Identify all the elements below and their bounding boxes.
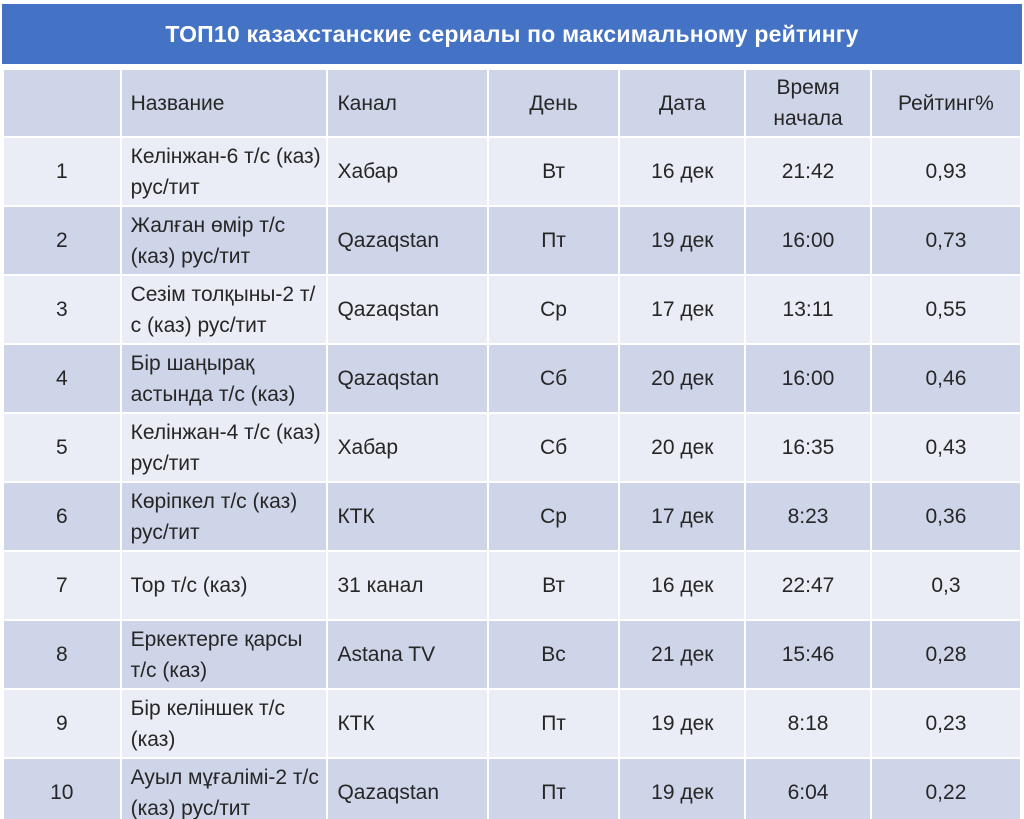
cell-channel: Qazaqstan — [328, 276, 486, 343]
cell-date: 20 дек — [620, 414, 744, 481]
cell-date: 17 дек — [620, 276, 744, 343]
header-cell-date: Дата — [620, 70, 744, 136]
table-row — [4, 621, 1020, 688]
cell-rank: 4 — [4, 345, 120, 412]
cell-rank: 2 — [4, 207, 120, 274]
cell-day: Вт — [489, 138, 619, 205]
cell-rating: 0,73 — [872, 207, 1020, 274]
table-row — [4, 138, 1020, 205]
ratings-table — [2, 68, 1022, 819]
cell-rating: 0,22 — [872, 759, 1020, 819]
cell-rating: 0,93 — [872, 138, 1020, 205]
table-row — [4, 759, 1020, 819]
table-row — [4, 690, 1020, 757]
cell-date: 17 дек — [620, 483, 744, 550]
cell-channel: Хабар — [328, 414, 486, 481]
cell-time: 16:00 — [746, 345, 870, 412]
cell-day: Ср — [489, 276, 619, 343]
cell-day: Вт — [489, 552, 619, 619]
cell-time: 22:47 — [746, 552, 870, 619]
cell-name: Еркектерге қарсы т/с (каз) — [122, 621, 327, 688]
header-cell-name: Название — [122, 70, 327, 136]
table-row — [4, 345, 1020, 412]
cell-channel: Qazaqstan — [328, 207, 486, 274]
header-cell-channel: Канал — [328, 70, 486, 136]
cell-rank: 8 — [4, 621, 120, 688]
cell-day: Пт — [489, 207, 619, 274]
cell-rating: 0,23 — [872, 690, 1020, 757]
header-cell-rating: Рейтинг% — [872, 70, 1020, 136]
cell-rank: 9 — [4, 690, 120, 757]
cell-name: Сезім толқыны-2 т/с (каз) рус/тит — [122, 276, 327, 343]
cell-date: 21 дек — [620, 621, 744, 688]
cell-time: 15:46 — [746, 621, 870, 688]
cell-channel: Astana TV — [328, 621, 486, 688]
header-cell-time: Время начала — [746, 70, 870, 136]
cell-date: 19 дек — [620, 690, 744, 757]
cell-name: Бір келіншек т/с (каз) — [122, 690, 327, 757]
cell-time: 6:04 — [746, 759, 870, 819]
cell-rank: 5 — [4, 414, 120, 481]
cell-rating: 0,28 — [872, 621, 1020, 688]
cell-time: 16:00 — [746, 207, 870, 274]
cell-rating: 0,3 — [872, 552, 1020, 619]
cell-date: 20 дек — [620, 345, 744, 412]
cell-name: Бір шаңырақ астында т/с (каз) — [122, 345, 327, 412]
header-cell-rank — [4, 70, 120, 136]
cell-date: 19 дек — [620, 759, 744, 819]
table-row — [4, 207, 1020, 274]
header-cell-day: День — [489, 70, 619, 136]
cell-name: Жалған өмір т/с (каз) рус/тит — [122, 207, 327, 274]
cell-name: Келінжан-4 т/с (каз) рус/тит — [122, 414, 327, 481]
cell-name: Келінжан-6 т/с (каз) рус/тит — [122, 138, 327, 205]
table-row — [4, 414, 1020, 481]
cell-channel: Хабар — [328, 138, 486, 205]
cell-name: Тор т/с (каз) — [122, 552, 327, 619]
cell-time: 13:11 — [746, 276, 870, 343]
cell-day: Пт — [489, 690, 619, 757]
cell-channel: КТК — [328, 690, 486, 757]
table-row — [4, 276, 1020, 343]
cell-rating: 0,55 — [872, 276, 1020, 343]
cell-rating: 0,43 — [872, 414, 1020, 481]
cell-day: Вс — [489, 621, 619, 688]
cell-rank: 1 — [4, 138, 120, 205]
cell-time: 8:23 — [746, 483, 870, 550]
cell-rank: 10 — [4, 759, 120, 819]
cell-day: Ср — [489, 483, 619, 550]
cell-date: 19 дек — [620, 207, 744, 274]
cell-rank: 3 — [4, 276, 120, 343]
cell-time: 8:18 — [746, 690, 870, 757]
cell-rating: 0,36 — [872, 483, 1020, 550]
cell-time: 16:35 — [746, 414, 870, 481]
cell-channel: КТК — [328, 483, 486, 550]
title-banner — [2, 4, 1022, 64]
table-row — [4, 552, 1020, 619]
cell-time: 21:42 — [746, 138, 870, 205]
cell-name: Ауыл мұғалімі-2 т/с (каз) рус/тит — [122, 759, 327, 819]
page-title: ТОП10 казахстанские сериалы по максимальному рейтингу — [165, 20, 859, 47]
cell-rank: 7 — [4, 552, 120, 619]
cell-day: Пт — [489, 759, 619, 819]
cell-channel: Qazaqstan — [328, 759, 486, 819]
cell-channel: 31 канал — [328, 552, 486, 619]
cell-date: 16 дек — [620, 552, 744, 619]
cell-date: 16 дек — [620, 138, 744, 205]
cell-name: Көріпкел т/с (каз) рус/тит — [122, 483, 327, 550]
cell-channel: Qazaqstan — [328, 345, 486, 412]
cell-rating: 0,46 — [872, 345, 1020, 412]
cell-rank: 6 — [4, 483, 120, 550]
cell-day: Сб — [489, 414, 619, 481]
table-row — [4, 483, 1020, 550]
table-header-row — [4, 70, 1020, 136]
cell-day: Сб — [489, 345, 619, 412]
